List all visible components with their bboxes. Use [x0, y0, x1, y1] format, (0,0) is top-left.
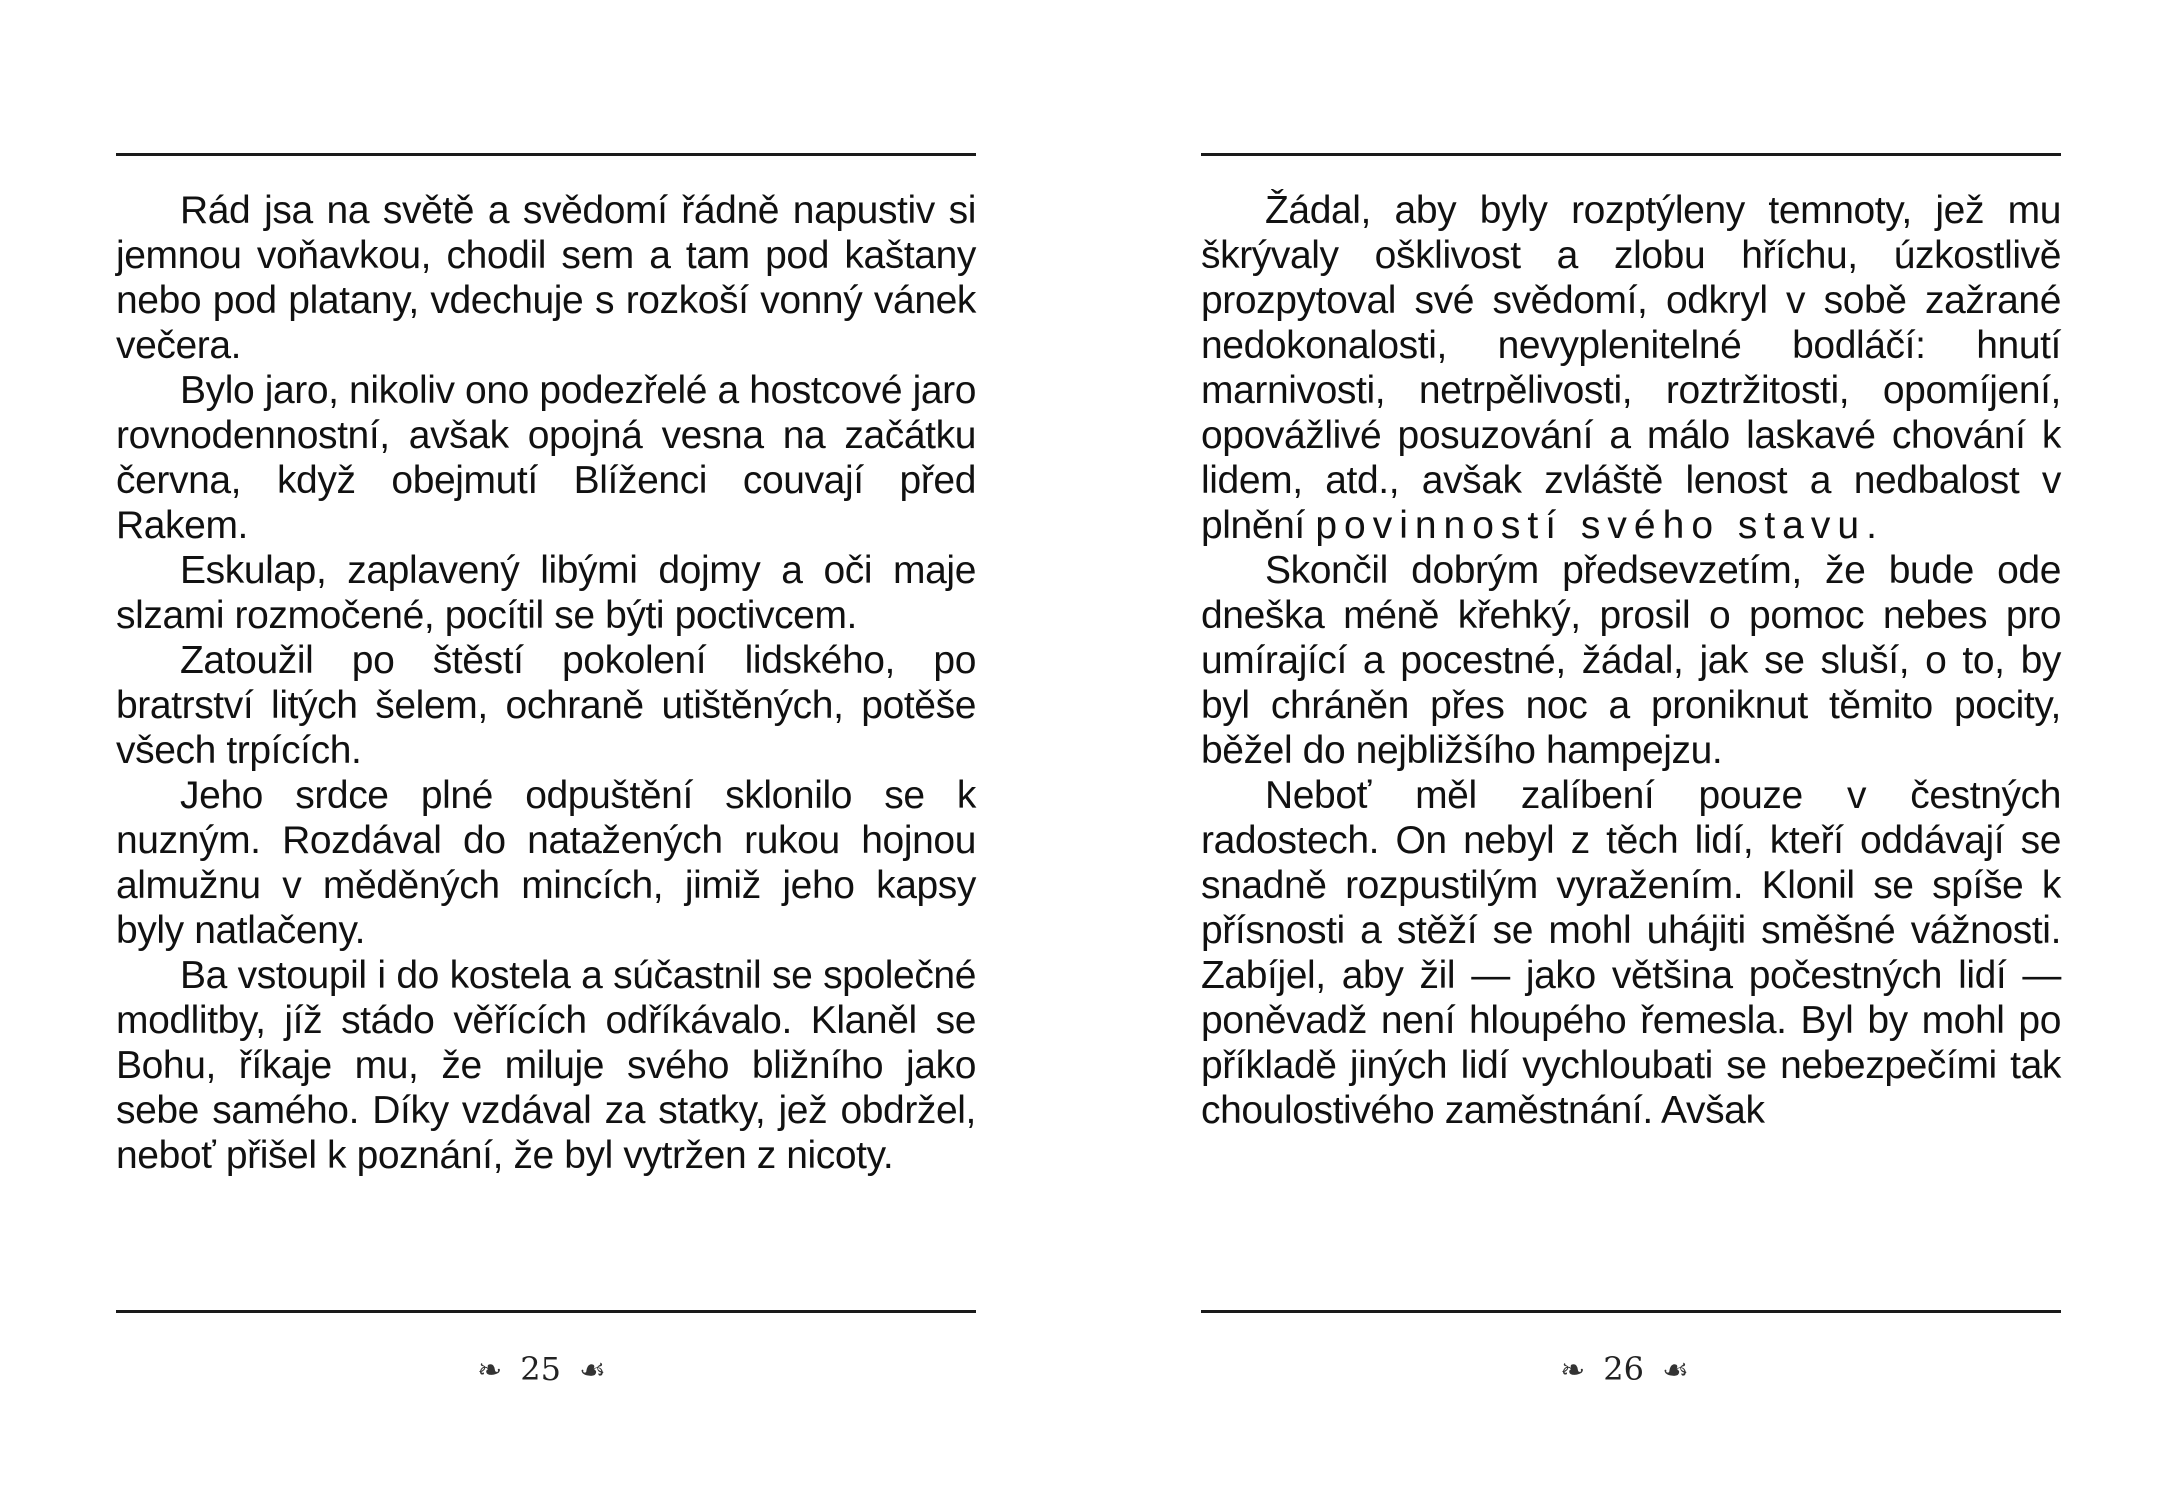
ornament-left-icon: ❧	[1560, 1353, 1586, 1388]
right-page	[1083, 0, 2166, 1500]
paragraph-end: .	[1866, 504, 1877, 547]
top-rule	[116, 153, 976, 156]
paragraph: Skončil dobrým předsevzetím, že bude ode dneška méně křehký, prosil o pomoc nebes pro umírající a pocestné, žádal, jak se sluší, o to, by byl chráněn přes noc a proniknut těmito pocity, běžel do nejbližšího hampejzu.	[1201, 549, 2061, 772]
paragraph: Ba vstoupil i do kostela a súčastnil se společné modlitby, jíž stádo věřících odříkávalo. Klaněl se Bohu, říkaje mu, že miluje svého bližního jako sebe samého. Díky vzdával za statky, jež obdržel, neboť přišel k poznání, že byl vytržen z nicoty.	[116, 954, 976, 1177]
ornament-right-icon: ☙	[578, 1353, 606, 1388]
left-text-block	[116, 188, 976, 1178]
top-rule	[1201, 153, 2061, 156]
paragraph	[1201, 188, 2061, 548]
page-number: 26	[1603, 1350, 1644, 1388]
paragraph: Jeho srdce plné odpuštění sklonilo se k nuzným. Rozdával do natažených rukou hojnou almužnu v měděných mincích, jimiž jeho kapsy byly natlačeny.	[116, 774, 976, 952]
paragraph: Neboť měl zalíbení pouze v čestných radostech. On nebyl z těch lidí, kteří oddávají se snadně rozpustilým vyražením. Klonil se spíše k přísnosti a stěží se mohl uhájiti směšné vážnosti. Zabíjel, aby žil — jako většina počestných lidí — poněvadž není hloupého řemesla. Byl by mohl po příkladě jiných lidí vychloubati se nebezpečími tak choulostivého zaměstnání. Avšak	[1201, 774, 2061, 1132]
paragraph: Zatoužil po štěstí pokolení lidského, po bratrství litých šelem, ochraně utištěných, potěše všech trpících.	[116, 639, 976, 772]
page-number: 25	[520, 1350, 561, 1388]
paragraph-text: Žádal, aby byly rozptýleny temnoty, jež mu škrývaly ošklivost a zlobu hříchu, úzkostlivě prozpytoval své svědomí, odkryl v sobě zažrané nedokonalosti, nevyplenitelné bodláčí: hnutí marnivosti, netrpělivosti, roztržitosti, opomíjení, opovážlivé posuzování a málo laskavé chování k lidem, atd., avšak zvláště lenost a nedbalost v plnění	[1201, 189, 2061, 547]
emphasized-text: povinností svého stavu	[1315, 504, 1867, 547]
page-folio	[0, 1350, 1083, 1388]
bottom-rule	[1201, 1310, 2061, 1313]
bottom-rule	[116, 1310, 976, 1313]
right-text-block	[1201, 188, 2061, 1133]
paragraph: Rád jsa na světě a svědomí řádně napustiv si jemnou voňavkou, chodil sem a tam pod kaštany nebo pod platany, vdechuje s rozkoší vonný vánek večera.	[116, 189, 976, 367]
ornament-right-icon: ☙	[1661, 1353, 1689, 1388]
page-folio	[1083, 1350, 2166, 1388]
paragraph: Bylo jaro, nikoliv ono podezřelé a hostcové jaro rovnodennostní, avšak opojná vesna na začátku června, když obejmutí Blíženci couvají před Rakem.	[116, 369, 976, 547]
ornament-left-icon: ❧	[477, 1353, 503, 1388]
paragraph: Eskulap, zaplavený libými dojmy a oči maje slzami rozmočené, pocítil se býti poctivcem.	[116, 549, 976, 637]
